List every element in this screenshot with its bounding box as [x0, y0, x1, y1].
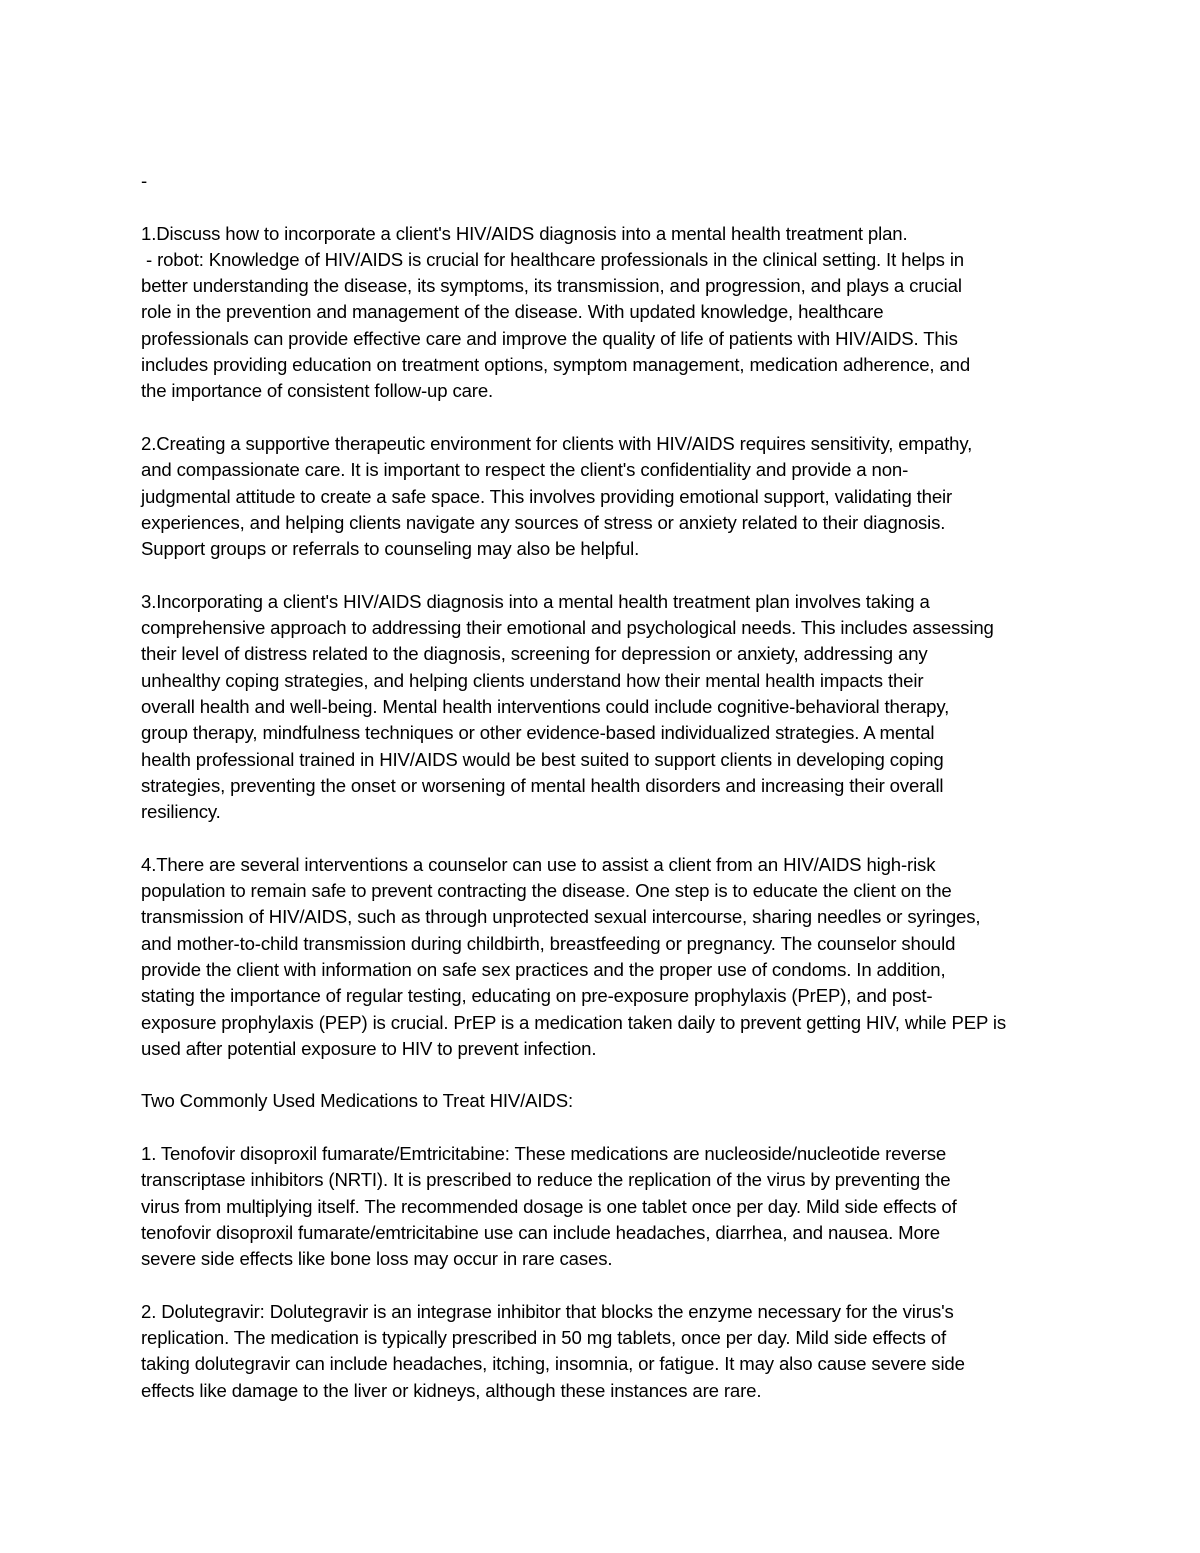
paragraph-line: provide the client with information on safe sex practices and the proper use of condoms. In addition, — [141, 958, 946, 980]
paragraph-line: population to remain safe to prevent contracting the disease. One step is to educate the client on the — [141, 880, 952, 902]
paragraph-line: 1.Discuss how to incorporate a client's HIV/AIDS diagnosis into a mental health treatment plan. — [141, 222, 908, 244]
top-dash-mark: - — [141, 170, 148, 191]
paragraph-line: and mother-to-child transmission during childbirth, breastfeeding or pregnancy. The counselor should — [141, 932, 956, 954]
paragraph-line: resiliency. — [141, 801, 221, 823]
paragraph-line: better understanding the disease, its symptoms, its transmission, and progression, and plays a crucial — [141, 275, 962, 297]
section-3-paragraph — [141, 589, 1066, 826]
section-1-paragraph — [141, 221, 1066, 405]
paragraph-line: professionals can provide effective care and improve the quality of life of patients with HIV/AIDS. This — [141, 327, 958, 349]
paragraph-line: transmission of HIV/AIDS, such as through unprotected sexual intercourse, sharing needles or syringes, — [141, 906, 981, 928]
paragraph-line: 1. Tenofovir disoproxil fumarate/Emtricitabine: These medications are nucleoside/nucleotide reverse — [141, 1142, 947, 1164]
paragraph-line: - robot: Knowledge of HIV/AIDS is crucial for healthcare professionals in the clinical setting. It helps in — [141, 248, 964, 270]
paragraph-line: their level of distress related to the diagnosis, screening for depression or anxiety, addressing any — [141, 643, 928, 665]
medication-2-paragraph — [141, 1299, 1066, 1404]
paragraph-line: used after potential exposure to HIV to prevent infection. — [141, 1037, 597, 1059]
paragraph-line: tenofovir disoproxil fumarate/emtricitabine use can include headaches, diarrhea, and nausea. More — [141, 1221, 940, 1243]
section-2-paragraph — [141, 431, 1066, 562]
medications-heading: Two Commonly Used Medications to Treat HIV/AIDS: — [141, 1090, 573, 1112]
paragraph-line: 4.There are several interventions a counselor can use to assist a client from an HIV/AIDS high-risk — [141, 853, 936, 875]
paragraph-line: exposure prophylaxis (PEP) is crucial. PrEP is a medication taken daily to prevent getting HIV, while PEP is — [141, 1011, 1007, 1033]
paragraph-line: overall health and well-being. Mental health interventions could include cognitive-behavioral therapy, — [141, 695, 950, 717]
document-body — [141, 168, 1066, 1404]
paragraph-line: 2.Creating a supportive therapeutic environment for clients with HIV/AIDS requires sensitivity, empathy, — [141, 432, 973, 454]
paragraph-line: judgmental attitude to create a safe space. This involves providing emotional support, validating their — [141, 485, 953, 507]
paragraph-line: taking dolutegravir can include headaches, itching, insomnia, or fatigue. It may also cause severe side — [141, 1353, 965, 1375]
section-4-paragraph — [141, 852, 1066, 1062]
paragraph-line: unhealthy coping strategies, and helping clients understand how their mental health impacts their — [141, 669, 924, 691]
medication-1-paragraph — [141, 1141, 1066, 1272]
paragraph-line: virus from multiplying itself. The recommended dosage is one tablet once per day. Mild side effects of — [141, 1195, 957, 1217]
paragraph-line: comprehensive approach to addressing their emotional and psychological needs. This includes assessing — [141, 617, 994, 639]
paragraph-line: 2. Dolutegravir: Dolutegravir is an integrase inhibitor that blocks the enzyme necessary for the virus's — [141, 1300, 954, 1322]
paragraph-line: replication. The medication is typically prescribed in 50 mg tablets, once per day. Mild side effects of — [141, 1327, 947, 1349]
paragraph-line: health professional trained in HIV/AIDS would be best suited to support clients in developing coping — [141, 748, 944, 770]
paragraph-spacer — [141, 194, 1066, 220]
paragraph-spacer — [141, 1272, 1066, 1298]
paragraph-spacer — [141, 1115, 1066, 1141]
paragraph-spacer — [141, 1062, 1066, 1088]
paragraph-line: effects like damage to the liver or kidneys, although these instances are rare. — [141, 1379, 762, 1401]
paragraph-line: Support groups or referrals to counseling may also be helpful. — [141, 538, 640, 560]
paragraph-line: experiences, and helping clients navigate any sources of stress or anxiety related to their diagnosis. — [141, 511, 946, 533]
paragraph-line: stating the importance of regular testing, educating on pre-exposure prophylaxis (PrEP), and post- — [141, 985, 933, 1007]
paragraph-line: includes providing education on treatment options, symptom management, medication adherence, and — [141, 354, 971, 376]
paragraph-line: strategies, preventing the onset or worsening of mental health disorders and increasing their overall — [141, 774, 944, 796]
paragraph-line: and compassionate care. It is important to respect the client's confidentiality and provide a non- — [141, 459, 909, 481]
paragraph-line: group therapy, mindfulness techniques or other evidence-based individualized strategies. A mental — [141, 722, 935, 744]
paragraph-line: transcriptase inhibitors (NRTI). It is prescribed to reduce the replication of the virus by preventing the — [141, 1169, 951, 1191]
paragraph-line: severe side effects like bone loss may occur in rare cases. — [141, 1248, 613, 1270]
paragraph-spacer — [141, 825, 1066, 851]
paragraph-line: the importance of consistent follow-up care. — [141, 380, 494, 402]
paragraph-spacer — [141, 562, 1066, 588]
paragraph-line: role in the prevention and management of the disease. With updated knowledge, healthcare — [141, 301, 884, 323]
paragraph-spacer — [141, 405, 1066, 431]
paragraph-line: 3.Incorporating a client's HIV/AIDS diagnosis into a mental health treatment plan involves taking a — [141, 590, 930, 612]
